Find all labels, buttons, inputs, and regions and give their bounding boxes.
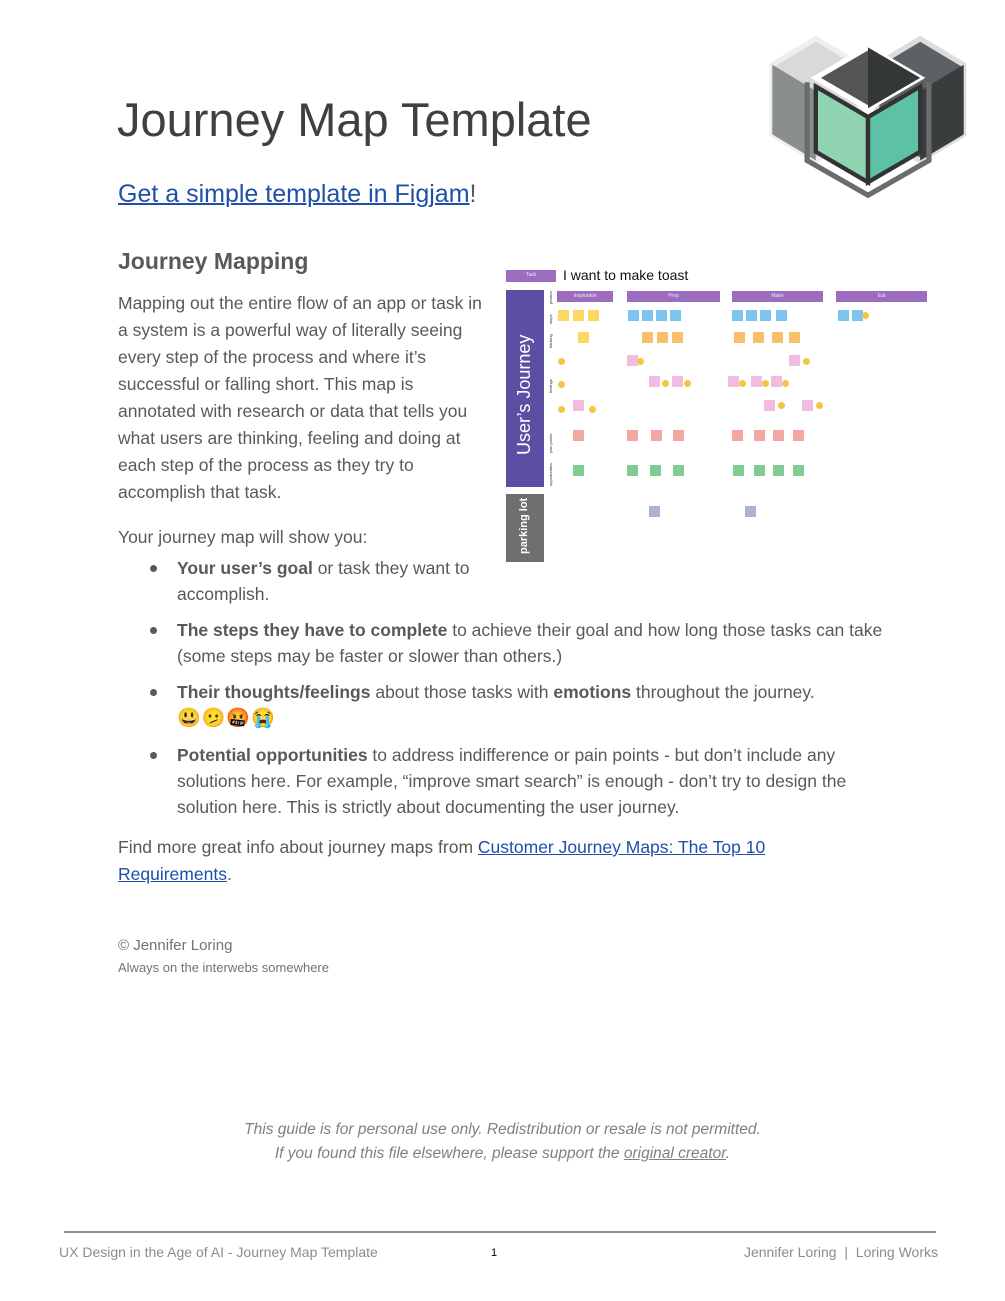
sticky-note [751,376,762,387]
sticky-note [793,465,804,476]
section-heading: Journey Mapping [118,248,309,274]
sticky-note [573,310,584,321]
sticky-note [670,310,681,321]
sticky-note [764,400,775,411]
usage-notice [0,1118,1005,1166]
sticky-note [760,310,771,321]
sticky-note [650,465,661,476]
row-label: steps [548,314,553,324]
bullet-bold: Your user’s goal [177,558,313,578]
sticky-note [746,310,757,321]
emotion-emojis: 😃🫤🤬😭 [177,708,276,729]
bullet-bold: Their thoughts/feelings [177,682,371,702]
show-you-text: Your journey map will show you: [118,527,368,547]
sticky-note [728,376,739,387]
sticky-note [649,506,660,517]
sticky-note [672,376,683,387]
bullet-text: about those tasks with [370,682,554,702]
more-prefix: Find more great info about journey maps from [118,837,478,857]
sticky-note [573,465,584,476]
sticky-note [732,430,743,441]
bullet-bold: The steps they have to complete [177,620,448,640]
emoji-icon [558,358,565,365]
bullet-text: or task they want to accomplish. [177,558,470,604]
original-creator-link[interactable]: original creator [623,1145,726,1162]
emoji-icon [862,312,869,319]
row-label: phases [548,291,553,304]
sticky-note [754,430,765,441]
sticky-note [732,310,743,321]
bullet-bold: Potential opportunities [177,745,368,765]
journey-map-image [506,268,931,564]
sticky-note [627,465,638,476]
sticky-note [627,430,638,441]
phase-prep: Prep [627,291,720,302]
bullet-steps [118,617,908,669]
copyright: © Jennifer Loring [118,937,233,954]
users-journey-label: User’s Journey [514,334,534,455]
sticky-note [773,430,784,441]
sticky-note [657,332,668,343]
loring-works-logo [760,30,976,204]
phase-inspiration: Inspiration [557,291,613,302]
journey-maps-link[interactable]: Customer Journey Maps: The Top 10 Requirements [118,837,766,884]
sticky-note [673,465,684,476]
emoji-icon [558,381,565,388]
figjam-link-line [118,180,476,209]
bullet-text: throughout the journey. [631,682,815,702]
tagline: Always on the interwebs somewhere [118,960,329,975]
sticky-note [772,332,783,343]
emoji-icon [637,358,644,365]
sticky-note [733,465,744,476]
notice-line-2 [0,1142,1005,1166]
emoji-icon [782,380,789,387]
figjam-link[interactable]: Get a simple template in Figjam [118,180,470,208]
sticky-note [573,400,584,411]
emoji-icon [778,402,785,409]
row-label: feelings [548,379,553,393]
sticky-note [789,332,800,343]
more-suffix: . [226,864,232,884]
bullet-list [118,555,908,830]
parking-lot-label: parking lot [518,497,530,554]
emoji-icon [684,380,691,387]
sticky-note [734,332,745,343]
sticky-note [656,310,667,321]
phase-eat: Eat [836,291,927,302]
parking-lot-band [506,494,544,562]
sticky-note [672,332,683,343]
sticky-note [754,465,765,476]
bullet-bold: emotions [553,682,632,702]
bullet-feelings [118,679,908,732]
row-label: pain points [548,433,553,453]
users-journey-band [506,290,544,487]
sticky-note [573,430,584,441]
sticky-note [789,355,800,366]
notice-line-1: This guide is for personal use only. Redistribution or resale is not permitted. [244,1121,761,1138]
sticky-note [642,332,653,343]
sticky-note [642,310,653,321]
row-label: opportunities [548,463,553,486]
sticky-note [578,332,589,343]
footer-divider [64,1231,936,1233]
emoji-icon [558,406,565,413]
task-label: Task [506,270,556,282]
page-title: Journey Map Template [117,93,592,146]
sticky-note [838,310,849,321]
bullet-goal [118,555,478,607]
more-info-paragraph [118,834,818,888]
page-number: 1 [491,1247,498,1259]
emoji-icon [816,402,823,409]
sticky-note [649,376,660,387]
emoji-icon [803,358,810,365]
bullet-text: to achieve their goal and how long those tasks can take (some steps may be faster or slower than others.) [177,620,883,666]
sticky-note [745,506,756,517]
sticky-note [802,400,813,411]
sticky-note [673,430,684,441]
sticky-note [651,430,662,441]
row-label: thinking [548,334,553,348]
sticky-note [793,430,804,441]
sticky-note [771,376,782,387]
notice-prefix: If you found this file elsewhere, please support the [274,1145,624,1162]
emoji-icon [762,380,769,387]
sticky-note [753,332,764,343]
bullet-text: to address indifference or pain points - but don’t include any solutions here. For example, “improve smart search” is enough - don’t try to design the solution here. This is strictly about documenting the user journey. [177,745,847,817]
emoji-icon [589,406,596,413]
sticky-note [588,310,599,321]
goal-text: I want to make toast [563,267,689,283]
emoji-icon [739,380,746,387]
figjam-suffix: ! [469,180,477,208]
footer-doc-title: UX Design in the Age of AI - Journey Map Template [59,1244,378,1260]
sticky-note [773,465,784,476]
bullet-opportunities [118,742,908,820]
emoji-icon [662,380,669,387]
phase-make: Make [732,291,823,302]
sticky-note [776,310,787,321]
intro-paragraph: Mapping out the entire flow of an app or task in a system is a powerful way of literally seeing every step of the process and where it’s successful or falling short. This map is annotated with research or data that tells you what users are thinking, feeling and doing at each step of the process as they try to accomplish that task. [118,293,482,502]
footer-author: Jennifer Loring | Loring Works [743,1244,938,1260]
sticky-note [628,310,639,321]
sticky-note [558,310,569,321]
notice-suffix: . [725,1145,731,1162]
